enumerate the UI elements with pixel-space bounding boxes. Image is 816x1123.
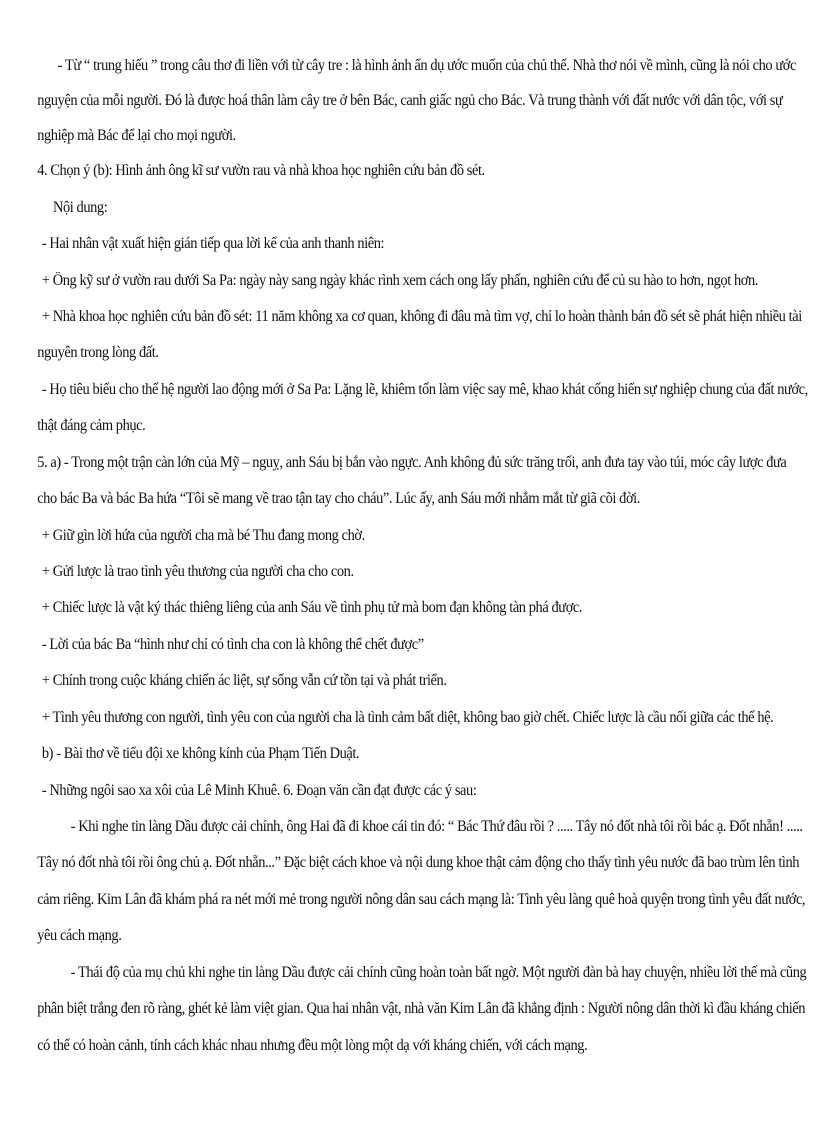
text-line: Tây nó đốt nhà tôi rồi ông chủ ạ. Đốt nhẵn...” Đặc biệt cách khoe và nội dung khoe thật cảm động cho thấy tình yêu nước đã bao trùm lên tình (37, 854, 800, 871)
text-line: - Lời của bác Ba “hình như chỉ có tình cha con là không thể chết được” (41, 636, 424, 653)
text-line: + Giữ gìn lời hứa của người cha mà bé Thu đang mong chờ. (41, 527, 365, 544)
text-line: + Nhà khoa học nghiên cứu bản đồ sét: 11 năm không xa cơ quan, không đi đâu mà tìm vợ, chỉ lo hoàn thành bản đồ sét sẽ phát hiện nhiều tài (41, 308, 802, 325)
text-line: Nội dung: (53, 199, 108, 216)
text-line: + Gửi lược là trao tình yêu thương của người cha cho con. (41, 563, 354, 580)
text-line: nguyên trong lòng đất. (37, 344, 159, 361)
text-line: thật đáng cảm phục. (37, 417, 146, 434)
text-line: có thể có hoàn cảnh, tính cách khác nhau nhưng đều một lòng một dạ với kháng chiến, với cách mạng. (37, 1037, 588, 1054)
text-line: 5. a) - Trong một trận càn lớn của Mỹ – nguỵ, anh Sáu bị bắn vào ngực. Anh không đủ sức trăng trối, anh đưa tay vào túi, móc cây lược đưa (37, 454, 787, 471)
text-line: + Tình yêu thương con người, tình yêu con của người cha là tình cảm bất diệt, không bao giờ chết. Chiếc lược là cầu nối giữa các thế hệ. (41, 709, 774, 726)
text-line: cho bác Ba và bác Ba hứa “Tôi sẽ mang về trao tận tay cho cháu”. Lúc ấy, anh Sáu mới nhắm mắt từ giã cõi đời. (37, 490, 640, 507)
text-line: - Khi nghe tin làng Dầu được cải chính, ông Hai đã đi khoe cái tin đó: “ Bác Thứ đâu rồi ? ..... Tây nó đốt nhà tôi rồi bác ạ. Đốt nhẵn! ..... (70, 818, 803, 835)
text-line: nguyện của mỗi người. Đó là được hoá thân làm cây tre ở bên Bác, canh giấc ngủ cho Bác. Và trung thành với đất nước với dân tộc, với sự (37, 92, 783, 109)
text-line: b) - Bài thơ về tiểu đội xe không kính của Phạm Tiến Duật. (41, 745, 360, 762)
text-line: - Họ tiêu biểu cho thế hệ người lao động mới ở Sa Pa: Lặng lẽ, khiêm tốn làm việc say mê, khao khát cống hiến sự nghiệp chung của đất nước, (41, 381, 808, 398)
text-line: + Chiếc lược là vật ký thác thiêng liêng của anh Sáu về tình phụ tử mà bom đạn không tàn phá được. (41, 599, 583, 616)
text-line: phân biệt trắng đen rõ ràng, ghét kẻ làm việt gian. Qua hai nhân vật, nhà văn Kim Lân đã khẳng định : Người nông dân thời kì đầu kháng chiến (37, 1000, 806, 1017)
text-line: nghiệp mà Bác để lại cho mọi người. (37, 127, 236, 144)
text-line: - Thái độ của mụ chủ khi nghe tin làng Dầu được cải chính cũng hoàn toàn bất ngờ. Một người đàn bà hay chuyện, nhiều lời thế mà cũng (70, 964, 807, 981)
text-line: yêu cách mạng. (37, 927, 122, 944)
text-line: + Chính trong cuộc kháng chiến ác liệt, sự sống vẫn cứ tồn tại và phát triển. (41, 672, 447, 689)
text-line: cảm riêng. Kim Lân đã khám phá ra nét mới mẻ trong người nông dân sau cách mạng là: Tình yêu làng quê hoà quyện trong tình yêu đất nước, (37, 891, 806, 908)
text-line: - Từ “ trung hiếu ” trong câu thơ đi liền với từ cây tre : là hình ảnh ẩn dụ ước muốn của chủ thể. Nhà thơ nói về mình, cũng là nói cho ước (57, 57, 796, 74)
text-line: - Những ngôi sao xa xôi của Lê Minh Khuê. 6. Đoạn văn cần đạt được các ý sau: (41, 782, 477, 799)
text-line: + Ông kỹ sư ở vườn rau dưới Sa Pa: ngày này sang ngày khác rình xem cách ong lấy phấn, nghiên cứu để củ su hào to hơn, ngọt hơn. (41, 272, 758, 289)
text-line: - Hai nhân vật xuất hiện gián tiếp qua lời kể của anh thanh niên: (41, 235, 385, 252)
text-line: 4. Chọn ý (b): Hình ảnh ông kĩ sư vườn rau và nhà khoa học nghiên cứu bản đồ sét. (37, 162, 485, 179)
